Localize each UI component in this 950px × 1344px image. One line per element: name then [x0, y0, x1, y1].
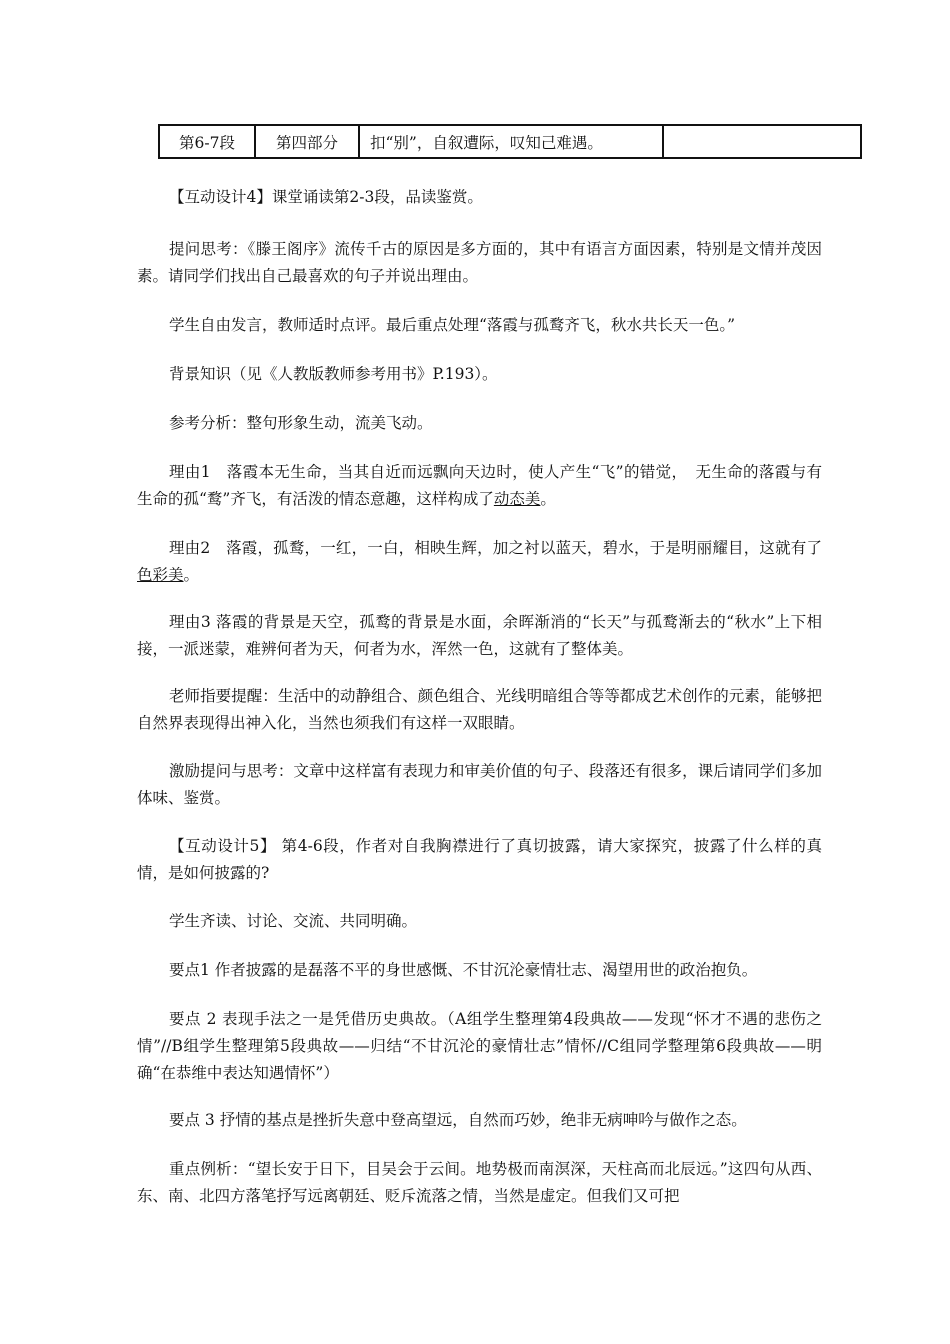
reason-2-text: 理由2 落霞，孤鹜，一红，一白，相映生辉，加之衬以蓝天，碧水，于是明丽耀目，这就有了 — [169, 539, 822, 557]
paragraph-design-4: 【互动设计4】课堂诵读第2-3段，品读鉴赏。 — [169, 188, 483, 206]
paragraph-point-2: 要点 2 表现手法之一是凭借历史典故。（A组学生整理第4段典故——发现“怀才不遇的悲伤之情”//B组学生整理第5段典故——归结“不甘沉沦的豪情壮志”情怀//C组同学整理第6段典故——明确“在恭维中表达知遇情怀”） — [137, 1010, 822, 1082]
paragraph-reason-2 — [137, 535, 822, 589]
paragraph-teacher-tip: 老师指要提醒：生活中的动静组合、颜色组合、光线明暗组合等等都成艺术创作的元素，能够把自然界表现得出神入化，当然也须我们有这样一双眼睛。 — [137, 687, 822, 732]
paragraph-background: 背景知识（见《人教版教师参考用书》P.193）。 — [169, 365, 498, 383]
table-cell-empty — [663, 125, 861, 158]
paragraph-reason-1 — [137, 459, 822, 513]
paragraph-encourage: 激励提问与思考：文章中这样富有表现力和审美价值的句子、段落还有很多，课后请同学们多加体味、鉴赏。 — [137, 762, 822, 807]
reason-2-underlined: 色彩美 — [137, 566, 184, 584]
table-cell-part: 第四部分 — [255, 125, 359, 158]
reason-2-end: 。 — [183, 566, 200, 584]
table-row — [159, 125, 861, 158]
table-cell-summary: 扣“别”，自叙遭际，叹知己难遇。 — [359, 125, 663, 158]
paragraph-design-5: 【互动设计5】 第4-6段，作者对自我胸襟进行了真切披露，请大家探究，披露了什么样的真情，是如何披露的? — [137, 837, 822, 882]
table-cell-paragraphs: 第6-7段 — [159, 125, 255, 158]
section-table — [158, 124, 862, 159]
reason-1-text: 理由1 落霞本无生命，当其自近而远飘向天边时，使人产生“飞”的错觉， 无生命的落霞与有生命的孤“鹜”齐飞，有活泼的情态意趣，这样构成了 — [137, 463, 822, 508]
paragraph-reason-3: 理由3 落霞的背景是天空，孤鹜的背景是水面，余晖渐消的“长天”与孤鹜渐去的“秋水”上下相接，一派迷蒙，难辨何者为天，何者为水，浑然一色，这就有了整体美。 — [137, 613, 822, 658]
paragraph-reference: 参考分析：整句形象生动，流美飞动。 — [169, 414, 433, 432]
paragraph-point-1: 要点1 作者披露的是磊落不平的身世感慨、不甘沉沦豪情壮志、渴望用世的政治抱负。 — [169, 961, 758, 979]
paragraph-example: 重点例析：“望长安于日下，目吴会于云间。地势极而南溟深，天柱高而北辰远。”这四句从西、东、南、北四方落笔抒写远离朝廷、贬斥流落之情，当然是虚定。但我们又可把 — [137, 1160, 822, 1205]
paragraph-students-read: 学生齐读、讨论、交流、共同明确。 — [169, 912, 418, 930]
reason-1-end: 。 — [540, 490, 556, 508]
paragraph-student-speech: 学生自由发言，教师适时点评。最后重点处理“落霞与孤鹜齐飞，秋水共长天一色。” — [169, 316, 736, 334]
paragraph-point-3: 要点 3 抒情的基点是挫折失意中登高望远，自然而巧妙，绝非无病呻吟与做作之态。 — [169, 1111, 747, 1129]
reason-1-underlined: 动态美 — [493, 490, 541, 508]
paragraph-question: 提问思考：《滕王阁序》流传千古的原因是多方面的，其中有语言方面因素，特别是文情并茂因素。请同学们找出自己最喜欢的句子并说出理由。 — [137, 240, 822, 285]
